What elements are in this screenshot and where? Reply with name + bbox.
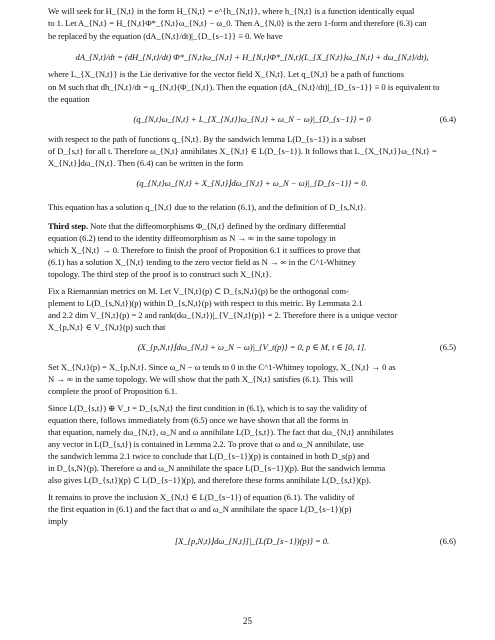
text-run: imply [48,516,68,526]
text-line [48,322,456,332]
text-line [48,6,456,16]
text-line [48,415,456,425]
text-run: We will seek for H_{N,t} in the form H_{N,t} = e^{h_{N,t}}, where h_{N,t} is a function identically equal [48,6,415,16]
text-run: Note that the diffeomorphisms Φ_{N,t} defined by the ordinary differential [88,221,346,231]
equation-line [48,536,456,546]
text-run: the equation [48,94,90,104]
text-run: X_{N,t}⌋dω_{N,t}. Then (6.4) can be written in the form [48,158,244,168]
equation-line [48,114,456,124]
text-run: (q_{N,t}ω_{N,t} + L_{X_{N,t}}ω_{N,t} + ω_N − ω)|_{D_{s−1}} = 0 [133,114,371,124]
text-line [48,69,456,79]
text-line [48,386,456,396]
text-run: where L_{X_{N,t}} is the Lie derivative for the vector field X_{N,t}. Let q_{N,t} be a path of functions [48,69,404,79]
text-run: the sandwich lemma 2.1 twice to conclude that L(D_{s−1})(p) is contained in both D_s(p) and [48,451,370,461]
text-run: be replaced by the equation (dA_{N,t}/dt)|_{D_{s−1}} ≡ 0. We have [48,31,283,41]
equation-number: (6.6) [439,536,456,546]
text-run: and 2.2 dim V_{N,t}(p) = 2 and rank(dω_{N,t})|_{V_{N,t}(p)} = 2. Therefore there is a unique vector [48,310,398,320]
text-line [48,475,456,485]
text-run: with respect to the path of functions q_{N,t}. By the sandwich lemma L(D_{s−1}) is a subset [48,134,366,144]
text-line [48,463,456,473]
text-line [48,286,456,296]
text-run: (X_{p,N,t}⌋dω_{N,t} + ω_N − ω)|_{V_t(p)} = 0, p ∈ M, t ∈ [0, 1]. [137,342,367,352]
text-run: This equation has a solution q_{N,t} due to the relation (6.1), and the definition of D_{s,N,t}. [48,202,366,212]
text-line [48,516,456,526]
text-run: dA_{N,t}/dt = (dH_{N,t}/dt) Φ*_{N,t}ω_{N,t} + H_{N,t}Φ*_{N,t}(L_{X_{N,t}}ω_{N,t} + dω_{N,t}/dt), [75,52,429,62]
text-run: that equation, namely dω_{N,t}, ω_N and ω annihilate L(D_{s,t}). The fact that dω_{N,t} annihilates [48,427,394,437]
text-line [48,245,456,255]
text-run: on M such that dh_{N,t}/dt = q_{N,t}(Φ_{N,t}). Then the equation (dA_{N,t}/dt)|_{D_{s−1}} ≡ 0 is equivalent to [48,82,440,92]
text-run: of D_{s,t} for all t. Therefore ω_{N,t} annihilates X_{N,t} ∈ L(D_{s−1}). It follows that L_{X_{N,t}}ω_{N,t} = [48,146,437,156]
text-run: It remains to prove the inclusion X_{N,t} ∈ L(D_{s−1}) of equation (6.1). The validity of [48,492,355,502]
text-run: complete the proof of Proposition 6.1. [48,386,178,396]
text-run: in D_{s,N}(p). Therefore ω and ω_N annihilate the space L(D_{s−1})(p). But the sandwich lemma [48,463,386,473]
text-line [48,403,456,413]
text-run: Since L(D_{s,t}) ⊕ V_t = D_{s,N,t} the first condition in (6.1), which is to say the validity of [48,403,368,413]
text-line [48,427,456,437]
text-line [48,439,456,449]
text-line [48,374,456,384]
text-line [48,221,456,231]
equation-line [48,342,456,352]
text-run: [X_{p,N,t}⌋dω_{N,t}]|_{L(D_{s−1})(p)} = 0. [174,536,330,546]
text-run: to 1. Let A_{N,t} = H_{N,t}Φ*_{N,t}ω_{N,t} − ω_0. Then A_{N,0} is the zero 1-form and therefore (6.3) can [48,18,427,28]
text-line [48,362,456,372]
text-run: any vector in L(D_{s,t}) is contained in Lemma 2.2. To prove that ω and ω_N annihilate, use [48,439,364,449]
text-run: X_{p,N,t} ∈ V_{N,t}(p) such that [48,322,166,332]
text-line [48,158,456,168]
text-run: which X_{N,t} → 0. Therefore to finish the proof of Proposition 6.1 it suffices to prove that [48,245,361,255]
text-run: plement to L(D_{s,N,t})(p) within D_{s,N,t}(p) with respect to this metric. By Lemmata 2.1 [48,298,363,308]
text-run: (6.1) has a solution X_{N,t} tending to the zero vector field as N → ∞ in the C^1-Whitney [48,257,356,267]
text-run: Set X_{N,t}(p) = X_{p,N,t}. Since ω_N − ω tends to 0 in the C^1-Whitney topology, X_{N,t} → 0 as [48,362,396,372]
page-number: 25 [243,616,252,626]
text-line [48,310,456,320]
equation-line [48,178,456,188]
text-run: equation there, follows immediately from (6.5) once we have shown that all the forms in [48,415,349,425]
text-run: the first equation in (6.1) and the fact that ω and ω_N annihilate the space L(D_{s−1})(p) [48,504,352,514]
text-run: (q_{N,t}ω_{N,t} + X_{N,t}⌋dω_{N,t} + ω_N − ω)|_{D_{s−1}} = 0. [136,178,368,188]
text-line [48,298,456,308]
text-line [48,18,456,28]
text-line [48,233,456,243]
text-line [48,202,456,212]
text-line [48,451,456,461]
text-line [48,492,456,502]
text-run: topology. The third step of the proof is to construct such X_{N,t}. [48,269,272,279]
text-line [48,146,456,156]
section-lead: Third step. [48,221,89,231]
equation-number: (6.5) [439,342,456,352]
text-line [48,257,456,267]
text-line [48,94,456,104]
text-line [48,269,456,279]
equation-line [48,52,456,62]
text-run: equation (6.2) tend to the identity diffeomorphism as N → ∞ in the same topology in [48,233,336,243]
text-line [48,504,456,514]
text-run: N → ∞ in the same topology. We will show that the path X_{N,t} satisfies (6.1). This will [48,374,354,384]
text-line [48,134,456,144]
text-run: also gives L(D_{s,t})(p) ⊂ L(D_{s−1})(p), and therefore these forms annihilate L(D_{s,t})(p). [48,475,371,485]
equation-number: (6.4) [439,114,456,124]
text-line [48,31,456,41]
text-line [48,82,456,92]
text-run: Fix a Riemannian metrics on M. Let V_{N,t}(p) ⊂ D_{s,N,t}(p) be the orthogonal com- [48,286,349,296]
